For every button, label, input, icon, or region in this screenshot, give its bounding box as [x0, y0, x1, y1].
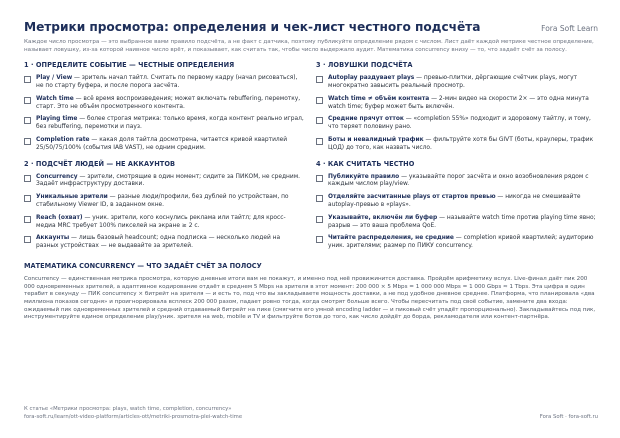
- checkbox[interactable]: [24, 195, 31, 202]
- page-title: Метрики просмотра: определения и чек-лист честного подсчёта: [24, 20, 481, 34]
- checkbox[interactable]: [24, 138, 31, 145]
- checklist-item: [24, 174, 306, 190]
- page-footer: [24, 406, 598, 421]
- footer-source: [24, 406, 242, 421]
- item-description: — никогда не смешивайте autoplay-превью в «plays».: [328, 194, 581, 208]
- item-term: Reach (охват): [36, 214, 83, 221]
- item-term: Указывайте, включён ли буфер: [328, 214, 438, 221]
- checkbox[interactable]: [316, 138, 323, 145]
- item-term: Autoplay раздувает plays: [328, 75, 415, 82]
- item-term: Читайте распределения, не средние: [328, 235, 454, 242]
- item-description: — completion кривой квартилей; аудиторию уник. зрителями; размер по ПИКУ concurrency.: [328, 235, 594, 250]
- item-description: — называйте watch time против playing time явно; разрыв — это ваша проблема QoE.: [328, 214, 596, 229]
- item-term: Playing time: [36, 116, 78, 123]
- item-description: — указывайте порог засчёта и окно возобновления рядом с каждым числом play/view.: [328, 173, 589, 188]
- item-description: — «completion 55%» подходит и здоровому тайтлу, и тому, что теряет половину рано.: [328, 116, 591, 131]
- checkbox[interactable]: [316, 97, 323, 104]
- brand-label: Fora Soft Learn: [541, 24, 598, 33]
- checkbox[interactable]: [24, 97, 31, 104]
- item-description: — зритель начал тайтл. Считать по первому кадру (начал рисоваться), не по старту буфера, и после порога засчёта.: [36, 75, 298, 89]
- item-description: — разные люди/профили, без дублей по устройствам, по стабильному Viewer ID, в заданном окне.: [36, 194, 289, 208]
- checkbox[interactable]: [316, 195, 323, 202]
- math-paragraph: Concurrency — единственная метрика просмотра, которую дневные итоги вам не покажут, и именно под неё провижинится доставка. Пройдём арифметику вслух. Live-финал даёт пик 200 000 одновременных зрителей, а адаптивное кодирование отдаёт в среднем 5 Mbps на зрителя в этот момент: 200 000 × 5 Mbps = 1 000 000 Mbps = 1 000 Gbps ≈ 1 Tbps. Эта цифра в один терабит в секунду — ПИК concurrency × битрейт на зрителя — и есть то, под что вы закладываете мощность доставки, а не под удобное дневное среднее. Платформа, что планировала «два миллиона показов сегодня» и проигнорировала всплеск 200 000 разом, падает ровно тогда, когда смотрят больше всего. Чтобы пересчитать под своё событие, замените два входа: ожидаемый пик одновременных зрителей и средний отдаваемый битрейт на пике (смягчите его умной encoding ladder — и пиковый счёт упадёт пропорционально). Закладывайтесь под пик, инструментируйте единое определение play/уник. зрителя на web, mobile и TV и фильтруйте ботов до того, как число дойдёт до борда, рекламодателя или контент-партнёра.: [24, 275, 596, 321]
- checkbox[interactable]: [24, 236, 31, 243]
- checklist-item: [316, 215, 598, 231]
- item-description: — более строгая метрика: только время, когда контент реально играл, без rebuffering, перемотки и пауз.: [36, 116, 304, 131]
- item-term: Публикуйте правило: [328, 173, 400, 180]
- checkbox[interactable]: [316, 236, 323, 243]
- section-title-define-event: 1 · ОПРЕДЕЛИТЕ СОБЫТИЕ — ЧЕСТНЫЕ ОПРЕДЕЛЕНИЯ: [24, 61, 235, 70]
- item-description: — всё время воспроизведения; может включать rebuffering, перемотку, старт. Это не объём просмотренного контента.: [36, 95, 301, 110]
- footer-article-url[interactable]: fora-soft.ru/learn/ott-video-platform/articles-ott/metriki-prosmotra-plei-watch-time: [24, 413, 243, 420]
- checklist-item: [316, 75, 598, 91]
- item-term: Play / View: [36, 75, 73, 82]
- checklist-item: [24, 194, 306, 210]
- checklist-item: [24, 75, 306, 91]
- item-description: — зрители, смотрящие в один момент; сидите за ПИКОМ, не средним. Задаёт инфраструктуру доставки.: [36, 173, 301, 188]
- item-term: Уникальные зрители: [36, 194, 108, 201]
- item-term: Боты и невалидный трафик: [328, 136, 424, 143]
- math-section-title: МАТЕМАТИКА CONCURRENCY — ЧТО ЗАДАЁТ СЧЁТ ЗА ПОЛОСУ: [24, 261, 262, 270]
- checklist-item: [316, 194, 598, 210]
- item-term: Concurrency: [36, 173, 78, 180]
- footer-credit: Fora Soft · fora-soft.ru: [539, 413, 598, 420]
- checkbox[interactable]: [316, 76, 323, 83]
- item-term: Watch time: [36, 95, 74, 102]
- item-description: — фильтруйте хотя бы GIVT (боты, краулеры, трафик ЦОД) до того, как назвать число.: [328, 136, 594, 151]
- checkbox[interactable]: [316, 117, 323, 124]
- footer-article-title: К статье «Метрики просмотра: plays, watch time, completion, concurrency»: [24, 406, 232, 412]
- page-header: [24, 20, 598, 34]
- checkbox[interactable]: [316, 175, 323, 182]
- checklist-item: [24, 116, 306, 132]
- section-title-counting-traps: 3 · ЛОВУШКИ ПОДСЧЁТА: [316, 61, 413, 70]
- item-term: Completion rate: [36, 136, 90, 143]
- item-term: Отделяйте засчитанные plays от стартов превью: [328, 194, 496, 201]
- checkbox[interactable]: [24, 76, 31, 83]
- checklist-item: [316, 235, 598, 251]
- item-description: — 2-мин видео на скорости 2× — это одна минута watch time; буфер может быть включён.: [328, 95, 589, 110]
- item-term: Watch time ≠ объём контента: [328, 95, 430, 102]
- checklist-item: [24, 96, 306, 112]
- left-column: [24, 61, 306, 256]
- item-description: — превью-плитки, дёргающие счётчик plays, могут многократно завысить реальный просмотр.: [328, 75, 578, 89]
- checklist-item: [24, 137, 306, 153]
- checklist-item: [316, 174, 598, 190]
- checklist-item: [316, 116, 598, 132]
- checklist-item: [24, 235, 306, 251]
- intro-paragraph: Каждое число просмотра — это выбранное вами правило подсчёта, а не факт с датчика, поэтому публикуйте определение рядом с числом. Лист даёт каждой метрике честное определение, называет ловушку, из-за которой наивное число врёт, и показывает, как считать так, чтобы число выдержало аудит. Математика concurrency внизу — то, что задаёт счёт за полосу.: [24, 39, 594, 53]
- checklist-item: [316, 96, 598, 112]
- section-title-count-honestly: 4 · КАК СЧИТАТЬ ЧЕСТНО: [316, 159, 415, 168]
- right-column: [316, 61, 598, 256]
- checklist-item: [316, 137, 598, 153]
- item-description: — лишь базовый headcount; одна подписка — несколько людей на разных устройствах — не выдавайте за зрителей.: [36, 235, 281, 250]
- item-description: — уник. зрители, кого коснулись реклама или тайтл; для кросс-медиа MRC требует 100% пикселей на экране ≥ 2 с.: [36, 214, 286, 229]
- item-term: Средние прячут отток: [328, 116, 404, 123]
- checkbox[interactable]: [24, 117, 31, 124]
- checklist-columns: [24, 61, 598, 256]
- item-term: Аккаунты: [36, 235, 70, 242]
- checkbox[interactable]: [316, 216, 323, 223]
- item-description: — какая доля тайтла досмотрена, читается кривой квартилей 25/50/75/100% (события IAB VAST), не одним средним.: [36, 136, 288, 151]
- checklist-item: [24, 215, 306, 231]
- section-title-count-people: 2 · ПОДСЧЁТ ЛЮДЕЙ — НЕ АККАУНТОВ: [24, 159, 176, 168]
- checkbox[interactable]: [24, 216, 31, 223]
- checkbox[interactable]: [24, 175, 31, 182]
